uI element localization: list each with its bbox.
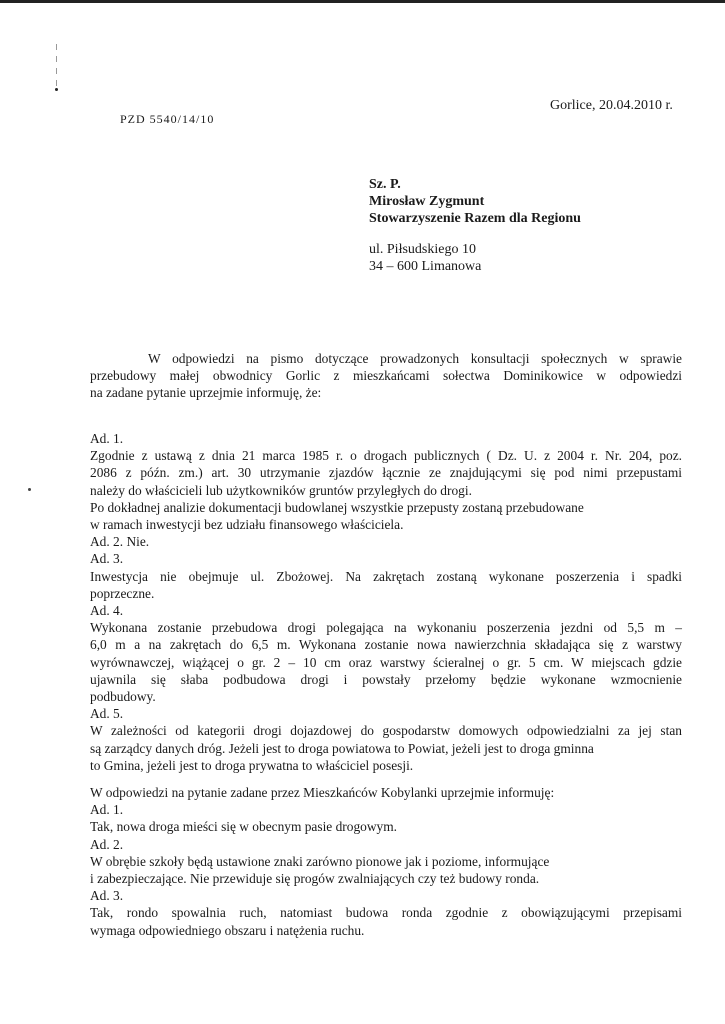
scan-edge-mark [28,488,31,491]
section-dominikowice [90,430,682,774]
body-line: Po dokładnej analizie dokumentacji budowlanej wszystkie przepusty zostaną przebudowane [90,499,584,515]
body-line: podbudowy. [90,689,156,705]
body-line: Tak, nowa droga mieści się w obecnym pasie drogowym. [90,819,397,835]
intro-paragraph [90,350,682,402]
body-line: Tak, rondo spowalnia ruch, natomiast budowa ronda zgodnie z obowiązującymi przepisami [90,905,682,921]
section-intro: W odpowiedzi na pytanie zadane przez Mieszkańców Kobylanki uprzejmie informuję: [90,785,555,800]
body-line: należy do właścicieli lub użytkowników gruntów przyległych do drogi. [90,482,472,498]
body-line: W obrębie szkoły będą ustawione znaki zarówno pionowe jak i poziome, informujące [90,853,550,869]
ad-label: Ad. 1. [90,802,124,818]
body-line: w ramach inwestycji bez udziału finansowego właściciela. [90,517,404,533]
body-line: poprzeczne. [90,585,155,601]
body-line: 2086 z późn. zm.) art. 30 utrzymanie zjazdów łącznie ze znajdującymi się pod nimi przepustami [90,465,682,481]
body-line: W zależności od kategorii drogi dojazdowej do gospodarstw domowych odpowiedzialni za jej stan [90,723,682,739]
ad-label: Ad. 3. [90,551,124,567]
ad-label: Ad. 3. [90,888,124,904]
scan-top-border [0,0,725,3]
body-line: 6,0 m a na zakrętach do 6,5 m. Wykonana zostanie nowa nawierzchnia składająca się z warstwy [90,637,682,653]
body-line: Zgodnie z ustawą z dnia 21 marca 1985 r. o drogach publicznych ( Dz. U. z 2004 r. Nr. 204, poz. [90,448,682,464]
ad-label: Ad. 2. [90,836,124,852]
scan-margin-marks [56,44,58,88]
body-line: i zabezpieczające. Nie przewiduje się progów zwalniających czy też budowy ronda. [90,871,540,887]
body-line: ujawnila się słaba podbudowa drogi i powstały przełomy będzie wykonane wzmocnienie [90,671,682,687]
recipient-organization: Stowarzyszenie Razem dla Regionu [369,211,581,226]
letter-date: Gorlice, 20.04.2010 r. [550,98,673,113]
body-line: wymaga odpowiedniego obszaru i natężenia ruchu. [90,922,365,938]
ad-label: Ad. 4. [90,603,124,619]
intro-line: W odpowiedzi na pismo dotyczące prowadzonych konsultacji społecznych w sprawie [148,351,682,366]
recipient-address [369,176,669,275]
body-line: są zarządcy danych dróg. Jeżeli jest to droga powiatowa to Powiat, jeżeli jest to droga gminna [90,740,594,756]
scan-dot [55,88,58,91]
intro-line: przebudowy małej obwodnicy Gorlic z mieszkańcami sołectwa Dominikowice w odpowiedzi [90,368,682,384]
salutation: Sz. P. [369,177,401,192]
ad-label: Ad. 2. Nie. [90,534,150,550]
reference-number: PZD 5540/14/10 [120,112,215,126]
body-line: Wykonana zostanie przebudowa drogi polegająca na wykonaniu poszerzenia jezdni od 5,5 m – [90,620,682,636]
ad-label: Ad. 5. [90,706,124,722]
recipient-city: 34 – 600 Limanowa [369,259,482,274]
body-line: to Gmina, jeżeli jest to droga prywatna to właściciel posesji. [90,757,414,773]
intro-line: na zadane pytanie uprzejmie informuję, że: [90,385,322,401]
body-line: wyrównawczej, wiążącej o gr. 2 – 10 cm oraz warstwy ścieralnej o gr. 5 cm. W miejscach gdzie [90,654,682,670]
ad-label: Ad. 1. [90,431,124,446]
recipient-name: Mirosław Zygmunt [369,194,485,209]
section-kobylanka [90,784,682,939]
recipient-street: ul. Piłsudskiego 10 [369,242,476,257]
body-line: Inwestycja nie obejmuje ul. Zbożowej. Na zakrętach zostaną wykonane poszerzenia i spadki [90,568,682,584]
